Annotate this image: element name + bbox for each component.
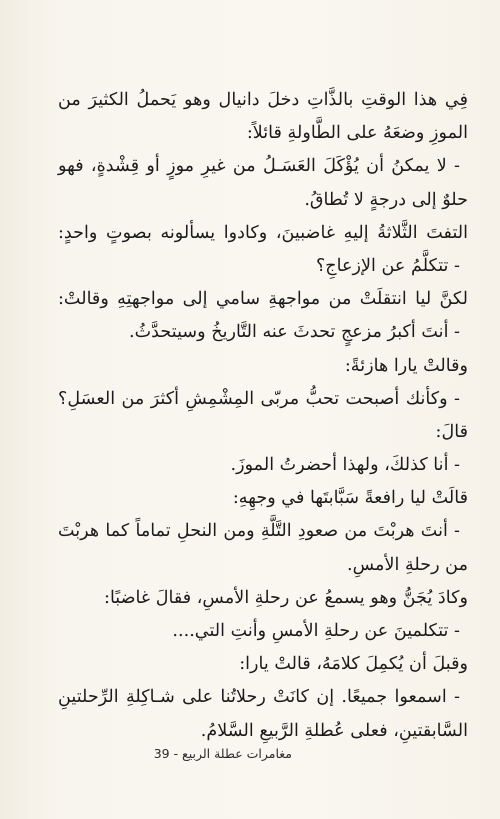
text-line: - لا يمكنُ أن يُؤْكَلَ العَسَـلُ من غيرِ موزٍ أو قِشْدةٍ، فهو [58,156,460,177]
text-line: - تتكلَّمُ عن الإزعاجِ؟ [315,255,460,276]
text-line: - أنتَ هربْتَ من صعودِ التَّلَّةِ ومن النحلِ تماماً كما هربْتَ [58,521,460,542]
page-footer: مغامرات عطلة الربيع - 39 [153,746,292,761]
text-line: - تتكلمينَ عن رحلةِ الأمسِ وأنتِ التي.... [172,621,460,641]
text-line: قالَ: [435,421,468,442]
text-line: وقبلَ أن يُكمِلَ كلامَهُ، قالتْ يارا: [239,654,468,675]
text-line: السَّابقتينِ، فعلى عُطلةِ الرَّبيعِ السَّلامُ. [200,720,468,741]
text-line: - اسمعوا جميعًا. إن كانَتْ رحلاتُنا على شـاكِلةِ الرِّحلتينِ [58,687,460,708]
text-line: التفتَ الثَّلاثةُ إليهِ غاضبينَ، وكادوا يسألونه بصوتٍ واحدٍ: [58,222,468,243]
text-line: الموزِ وضعَهُ على الطَّاولةِ قائلاً: [246,123,468,144]
text-line: - أنتَ أكبرُ مزعجٍ تحدثَ عنه التَّاريخُ وسيتحدَّثُ. [129,322,460,343]
text-line: وكادَ يُجَنُّ وهو يسمعُ عن رحلةِ الأمسِ، فقالَ غاضبًا: [104,587,468,608]
text-line: - أنا كذلكَ، ولهذا أحضرتُ الموزَ. [230,455,460,476]
text-line: فِي هذا الوقتِ بالذَّاتِ دخلَ دانيال وهو يَحملُ الكثيرَ من [58,90,468,110]
text-line: - وكأنك أصبحت تحبُّ مربّى المِشْمِشِ أكثرَ من العسَلِ؟ [58,388,460,409]
text-line: قالَتْ ليا رافعةً سَبَّابتَها في وجهِهِ: [232,488,468,509]
story-text [58,84,468,748]
text-line: من رحلةِ الأمسِ. [347,554,468,575]
text-line: وقالتْ يارا هازئةً: [344,355,468,376]
text-line: حلوٌ إلى درجةٍ لا تُطاقُ. [304,189,468,210]
text-line: لكنَّ ليا انتقلَتْ من مواجهةِ سامي إلى مواجهتِهِ وقالتْ: [58,289,468,310]
